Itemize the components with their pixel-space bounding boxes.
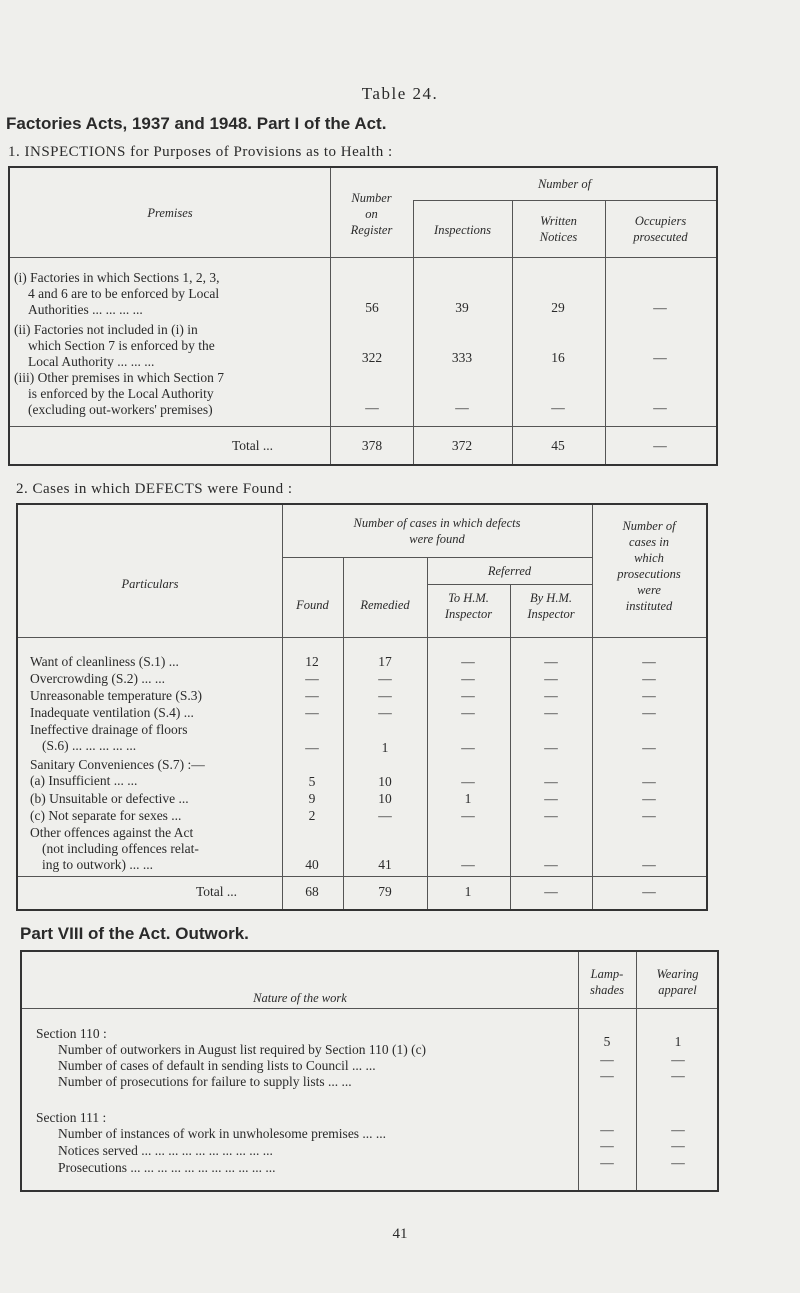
inspections-row-3-notices: — (551, 400, 565, 415)
header-particulars: Particulars (121, 577, 179, 591)
defects-row-5-found: — (305, 740, 319, 755)
header-inspections: Inspections (434, 223, 491, 237)
header-by-hm-inspector: By H.M. Inspector (527, 591, 575, 621)
inspections-row-3-register: — (365, 400, 379, 415)
header-occupiers-prosecuted: Occupiers prosecuted (633, 214, 688, 244)
header-nature-of-work: Nature of the work (253, 991, 347, 1005)
defects-row-2-remedied: — (378, 671, 392, 686)
header-to-hm-inspector: To H.M. Inspector (444, 591, 493, 621)
defects-row-4-found: — (305, 705, 319, 720)
part1-heading: Factories Acts, 1937 and 1948. Part I of the Act. (6, 114, 387, 133)
section-111-row-1-wear: — (671, 1122, 685, 1137)
defects-row-9-by: — (544, 857, 558, 872)
defects-total-remedied: 79 (378, 884, 392, 899)
section-110-row-3-label: Number of prosecutions for failure to supply lists ... ... (58, 1074, 352, 1089)
header-number-of-cases: Number of cases in which defects were found (353, 516, 521, 546)
defects-row-4-pros: — (642, 705, 656, 720)
defects-row-2-pros: — (642, 671, 656, 686)
defects-row-7-to: 1 (464, 791, 472, 806)
defects-row-8-to: — (461, 808, 475, 823)
defects-row-2-label: Overcrowding (S.2) ... ... (30, 671, 165, 686)
section-110-row-1-lamp: 5 (603, 1034, 611, 1049)
defects-row-9-found: 40 (305, 857, 319, 872)
defects-row-9-remedied: 41 (378, 857, 392, 872)
inspections-row-3-inspections: — (455, 400, 469, 415)
defects-row-4-by: — (544, 705, 558, 720)
inspections-row-1-notices: 29 (551, 300, 565, 315)
section-111-row-1-lamp: — (600, 1122, 614, 1137)
defects-row-7-found: 9 (308, 791, 316, 806)
defects-row-2-to: — (461, 671, 475, 686)
defects-total-found: 68 (305, 884, 319, 899)
defects-row-7-remedied: 10 (378, 791, 392, 806)
header-prosecutions: Number of cases in which prosecutions were instituted (617, 519, 681, 613)
inspections-row-1-prosecuted: — (653, 300, 667, 315)
header-lamp-shades: Lamp- shades (589, 967, 625, 997)
defects-row-6-remedied: 10 (378, 774, 392, 789)
header-premises: Premises (147, 206, 193, 220)
inspections-total-register: 378 (361, 438, 383, 453)
defects-row-3-remedied: — (378, 688, 392, 703)
defects-row-7-by: — (544, 791, 558, 806)
part8-heading: Part VIII of the Act. Outwork. (20, 924, 249, 943)
defects-row-3-pros: — (642, 688, 656, 703)
section-111-row-3-lamp: — (600, 1155, 614, 1170)
defects-row-8-remedied: — (378, 808, 392, 823)
section-111-row-2-label: Notices served ... ... ... ... ... ... ... ... ... ... (58, 1143, 273, 1158)
defects-row-3-label: Unreasonable temperature (S.3) (30, 688, 203, 703)
defects-total-by: — (544, 884, 558, 899)
section-111-row-1-label: Number of instances of work in unwholesome premises ... ... (58, 1126, 387, 1141)
inspections-row-1-inspections: 39 (455, 300, 469, 315)
inspections-row-2-prosecuted: — (653, 350, 667, 365)
section-110-row-2-lamp: — (600, 1052, 614, 1067)
defects-row-8-label: (c) Not separate for sexes ... (30, 808, 182, 823)
inspections-row-1-label: (i) Factories in which Sections 1, 2, 3, 4 and 6 are to be enforced by Local Authorities ... ... ... ... (14, 270, 220, 317)
section-111-row-3-wear: — (671, 1155, 685, 1170)
defects-row-9-pros: — (642, 857, 656, 872)
header-referred: Referred (487, 564, 532, 578)
section-110-title: Section 110 : (36, 1026, 107, 1041)
defects-row-6-to: — (461, 774, 475, 789)
defects-row-1-label: Want of cleanliness (S.1) ... (30, 654, 179, 669)
section-111-row-3-label: Prosecutions ... ... ... ... ... ... ... ... ... ... ... (58, 1160, 276, 1175)
header-number-on-register: Number on Register (350, 191, 393, 237)
inspections-title: 1. INSPECTIONS for Purposes of Provisions as to Health : (8, 144, 393, 160)
page-number: 41 (392, 1226, 408, 1242)
defects-row-2-found: — (305, 671, 319, 686)
defects-row-8-by: — (544, 808, 558, 823)
defects-row-4-label: Inadequate ventilation (S.4) ... (30, 705, 194, 720)
defects-row-1-pros: — (642, 654, 656, 669)
defects-row-6-by: — (544, 774, 558, 789)
defects-row-5-pros: — (642, 740, 656, 755)
header-wearing-apparel: Wearing apparel (656, 967, 699, 997)
defects-row-6-found: 5 (308, 774, 316, 789)
section-110-row-2-label: Number of cases of default in sending lists to Council ... ... (58, 1058, 376, 1073)
inspections-row-2-label: (ii) Factories not included in (i) in which Section 7 is enforced by the Local Authority ... ... ... (14, 322, 215, 369)
defects-row-5-label: Ineffective drainage of floors (S.6) ... ... ... ... ... (30, 722, 188, 753)
section-111-row-2-lamp: — (600, 1138, 614, 1153)
defects-row-7-label: (b) Unsuitable or defective ... (30, 791, 189, 806)
defects-row-3-to: — (461, 688, 475, 703)
defects-total-to: 1 (464, 884, 472, 899)
header-found: Found (296, 598, 329, 612)
defects-row-4-remedied: — (378, 705, 392, 720)
inspections-row-3-prosecuted: — (653, 400, 667, 415)
section-110-row-1-wear: 1 (674, 1034, 682, 1049)
inspections-total-notices: 45 (551, 438, 565, 453)
header-number-of: Number of (537, 177, 592, 191)
defects-total-pros: — (642, 884, 656, 899)
defects-row-1-to: — (461, 654, 475, 669)
defects-row-4-to: — (461, 705, 475, 720)
section-110-row-3-lamp: — (600, 1068, 614, 1083)
inspections-row-1-register: 56 (365, 300, 379, 315)
inspections-row-3-label: (iii) Other premises in which Section 7 is enforced by the Local Authority (excluding out-workers' premises) (14, 370, 224, 417)
header-remedied: Remedied (360, 598, 410, 612)
defects-row-3-found: — (305, 688, 319, 703)
defects-row-5-to: — (461, 740, 475, 755)
section-111-row-2-wear: — (671, 1138, 685, 1153)
defects-row-2-by: — (544, 671, 558, 686)
header-written-notices: Written Notices (539, 214, 578, 244)
defects-row-1-by: — (544, 654, 558, 669)
defects-row-3-by: — (544, 688, 558, 703)
inspections-total-inspections: 372 (451, 438, 473, 453)
defects-row-5-remedied: 1 (381, 740, 389, 755)
defects-row-8-found: 2 (308, 808, 316, 823)
defects-row-8-pros: — (642, 808, 656, 823)
table-title: Table 24. (361, 84, 439, 103)
defects-title: 2. Cases in which DEFECTS were Found : (16, 481, 293, 497)
defects-total-label: Total ... (196, 884, 238, 899)
defects-row-6-pros: — (642, 774, 656, 789)
inspections-total-label: Total ... (232, 438, 274, 453)
section-111-title: Section 111 : (36, 1110, 107, 1125)
defects-row-6-label: Sanitary Conveniences (S.7) :— (a) Insufficient ... ... (30, 757, 205, 788)
inspections-row-2-inspections: 333 (451, 350, 473, 365)
inspections-row-2-register: 322 (361, 350, 383, 365)
section-110-row-2-wear: — (671, 1052, 685, 1067)
section-110-row-1-label: Number of outworkers in August list required by Section 110 (1) (c) (58, 1042, 427, 1057)
defects-row-1-found: 12 (305, 654, 319, 669)
defects-row-9-label: Other offences against the Act (not including offences relat- ing to outwork) ... ... (30, 825, 199, 872)
defects-row-1-remedied: 17 (378, 654, 392, 669)
inspections-total-prosecuted: — (653, 438, 667, 453)
defects-row-9-to: — (461, 857, 475, 872)
defects-row-5-by: — (544, 740, 558, 755)
section-110-row-3-wear: — (671, 1068, 685, 1083)
inspections-row-2-notices: 16 (551, 350, 565, 365)
defects-row-7-pros: — (642, 791, 656, 806)
